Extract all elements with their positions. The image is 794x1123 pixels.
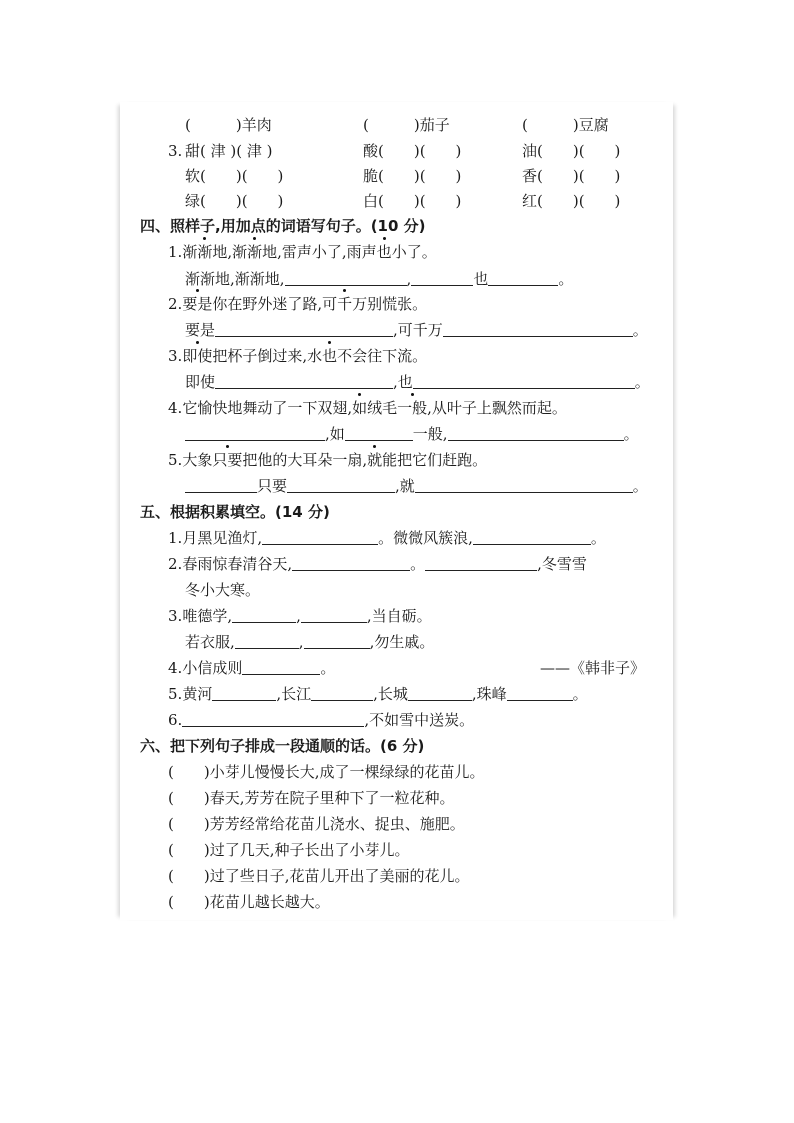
order-bracket[interactable]: ( )	[168, 789, 210, 807]
blank[interactable]	[185, 422, 325, 441]
dotted-word: 也	[377, 240, 392, 264]
taste-item: 白( )( )	[363, 192, 462, 210]
blank[interactable]	[413, 370, 635, 389]
taste-item: 脆( )( )	[363, 167, 462, 185]
dotted-word: 一般	[397, 396, 427, 420]
fill-question-2-cont: 冬小大寒。	[185, 581, 261, 599]
fill-question-3: 3.唯德学, , ,当自砺。	[168, 604, 432, 628]
taste-item: 油( )( )	[522, 142, 621, 160]
blank[interactable]	[488, 267, 558, 286]
order-bracket[interactable]: ( )	[168, 841, 210, 859]
section-heading-5: 五、根据积累填空。(14 分)	[140, 503, 330, 521]
blank[interactable]	[215, 370, 393, 389]
fill-question-2: 2.春雨惊春清谷天, 。 ,冬雪雪	[168, 552, 587, 576]
example-sentence-5: 5.大象只要把他的大耳朵一扇,就能把它们赶跑。	[168, 448, 487, 472]
taste-item: 酸( )( )	[363, 142, 462, 160]
order-bracket[interactable]: ( )	[168, 815, 210, 833]
taste-item: 绿( )( )	[185, 192, 284, 210]
ordering-item: ( )小芽儿慢慢长大,成了一棵绿绿的花苗儿。	[168, 763, 485, 781]
answer-line-3: 即使 ,也 。	[185, 370, 650, 394]
blank[interactable]	[345, 422, 413, 441]
ordering-item: ( )芳芳经常给花苗儿浇水、捉虫、施肥。	[168, 815, 465, 833]
blank[interactable]	[304, 630, 370, 649]
blank-tofu: ( )豆腐	[522, 116, 609, 134]
fill-question-3-cont: 若衣服, , ,勿生戚。	[185, 630, 434, 654]
taste-item: 软( )( )	[185, 167, 284, 185]
order-bracket[interactable]: ( )	[168, 893, 210, 911]
example-sentence-2: 2.要是你在野外迷了路,可千万别慌张。	[168, 292, 427, 316]
dotted-word: 即使	[182, 344, 212, 368]
blank[interactable]	[425, 552, 537, 571]
answer-line-1: 渐渐地,渐渐地, , 也 。	[185, 267, 573, 291]
blank[interactable]	[415, 474, 633, 493]
blank[interactable]	[311, 682, 373, 701]
taste-item: 甜( 津 )( 津 )	[185, 142, 273, 160]
blank[interactable]	[507, 682, 573, 701]
blank[interactable]	[185, 474, 257, 493]
fill-question-6: 6. ,不如雪中送炭。	[168, 708, 474, 732]
blank[interactable]	[232, 604, 296, 623]
section-heading-6: 六、把下列句子排成一段通顺的话。(6 分)	[140, 737, 425, 755]
ordering-item: ( )过了些日子,花苗儿开出了美丽的花儿。	[168, 867, 470, 885]
fill-question-1: 1.月黑见渔灯, 。微微风簇浪, 。	[168, 526, 606, 550]
example-sentence-4: 4.它愉快地舞动了一下双翅,如绒毛一般,从叶子上飘然而起。	[168, 396, 567, 420]
blank[interactable]	[301, 604, 367, 623]
dotted-word: 要是	[182, 292, 212, 316]
blank[interactable]	[473, 526, 591, 545]
blank[interactable]	[215, 318, 393, 337]
example-sentence-1: 1.渐渐地,渐渐地,雷声小了,雨声也小了。	[168, 240, 437, 264]
blank[interactable]	[448, 422, 624, 441]
answer-line-4: ,如 一般, 。	[185, 422, 639, 446]
blank[interactable]	[235, 630, 299, 649]
dotted-word: 渐渐地	[232, 240, 277, 264]
dotted-word: 渐渐地	[182, 240, 227, 264]
quote-source: ——《韩非子》	[540, 659, 646, 677]
answer-line-2: 要是 ,可千万 。	[185, 318, 648, 342]
blank[interactable]	[443, 318, 633, 337]
dotted-word: 可千万	[322, 292, 367, 316]
blank[interactable]	[292, 552, 410, 571]
dotted-word: 也	[322, 344, 337, 368]
blank[interactable]	[212, 682, 276, 701]
blank[interactable]	[411, 267, 473, 286]
blank-mutton: ( )羊肉	[185, 116, 272, 134]
dotted-word: 只要	[212, 448, 242, 472]
taste-item: 红( )( )	[522, 192, 621, 210]
fill-question-4: 4.小信成则 。	[168, 656, 335, 680]
order-bracket[interactable]: ( )	[168, 763, 210, 781]
dotted-word: 就	[367, 448, 382, 472]
blank[interactable]	[262, 526, 378, 545]
ordering-item: ( )过了几天,种子长出了小芽儿。	[168, 841, 410, 859]
answer-line-5: 只要 ,就 。	[185, 474, 648, 498]
blank[interactable]	[285, 267, 407, 286]
blank[interactable]	[242, 656, 320, 675]
ordering-item: ( )春天,芳芳在院子里种下了一粒花种。	[168, 789, 455, 807]
fill-question-5: 5.黄河 ,长江 ,长城 ,珠峰 。	[168, 682, 588, 706]
order-bracket[interactable]: ( )	[168, 867, 210, 885]
item-number: 3.	[168, 142, 183, 160]
ordering-item: ( )花苗儿越长越大。	[168, 893, 330, 911]
dotted-word: 如	[352, 396, 367, 420]
blank[interactable]	[287, 474, 395, 493]
section-heading-4: 四、照样子,用加点的词语写句子。(10 分)	[140, 217, 426, 235]
blank[interactable]	[182, 708, 364, 727]
example-sentence-3: 3.即使把杯子倒过来,水也不会往下流。	[168, 344, 427, 368]
blank-eggplant: ( )茄子	[363, 116, 450, 134]
blank[interactable]	[408, 682, 472, 701]
taste-item: 香( )( )	[522, 167, 621, 185]
